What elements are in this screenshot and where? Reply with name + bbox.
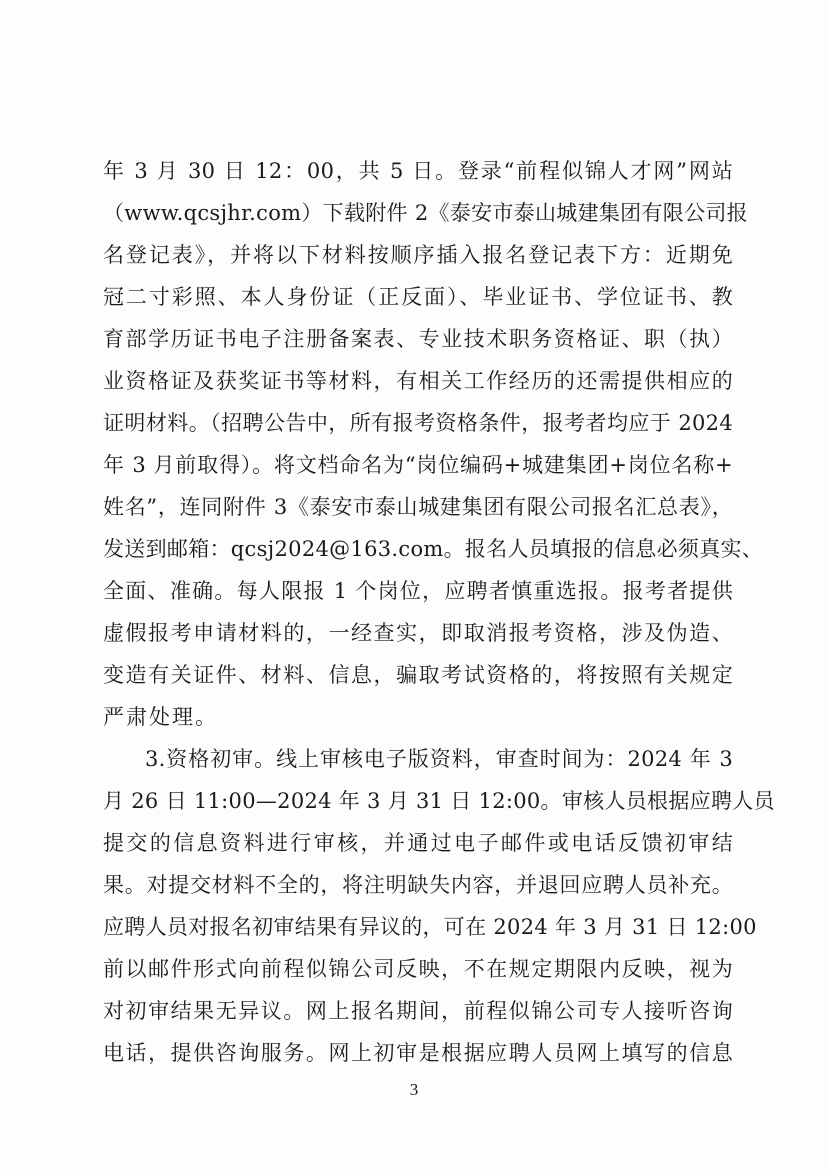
page-number: 3: [409, 1080, 419, 1099]
paragraph-registration: [103, 150, 764, 738]
text-line: 冠二寸彩照、本人身份证（正反面）、毕业证书、学位证书、教: [103, 285, 733, 309]
text-line: （www.qcsjhr.com）下载附件 2《泰安市泰山城建集团有限公司报: [103, 201, 748, 225]
text-line: 证明材料。（招聘公告中，所有报考资格条件，报考者均应于 2024: [103, 411, 733, 435]
text-line: 虚假报考申请材料的，一经查实，即取消报考资格，涉及伪造、: [103, 621, 733, 645]
text-line: 变造有关证件、材料、信息，骗取考试资格的，将按照有关规定: [103, 663, 733, 687]
text-line: 育部学历证书电子注册备案表、专业技术职务资格证、职（执）: [103, 327, 733, 351]
text-line: 名登记表》，并将以下材料按顺序插入报名登记表下方：近期免: [103, 243, 733, 267]
text-line: 姓名”，连同附件 3《泰安市泰山城建集团有限公司报名汇总表》，: [103, 495, 733, 519]
body-text: [103, 150, 775, 1074]
text-line: 年 3 月 30 日 12：00，共 5 日。登录“前程似锦人才网”网站: [103, 159, 733, 183]
section-heading-line: 3.资格初审。线上审核电子版资料，审查时间为：2024 年 3: [145, 747, 733, 771]
text-line: 前以邮件形式向前程似锦公司反映，不在规定期限内反映，视为: [103, 957, 733, 981]
text-line: 对初审结果无异议。网上报名期间，前程似锦公司专人接听咨询: [103, 999, 733, 1023]
text-line: 提交的信息资料进行审核，并通过电子邮件或电话反馈初审结: [103, 831, 733, 855]
text-line: 电话，提供咨询服务。网上初审是根据应聘人员网上填写的信息: [103, 1041, 733, 1065]
text-line: 发送到邮箱：qcsj2024@163.com。报名人员填报的信息必须真实、: [103, 537, 764, 561]
paragraph-preliminary-review: [103, 738, 775, 1074]
text-line: 年 3 月前取得）。将文档命名为“岗位编码+城建集团+岗位名称+: [103, 453, 733, 477]
text-line: 月 26 日 11:00—2024 年 3 月 31 日 12:00。审核人员根据应聘人员: [103, 789, 775, 813]
text-line: 业资格证及获奖证书等材料，有相关工作经历的还需提供相应的: [103, 369, 733, 393]
text-line: 严肃处理。: [103, 705, 218, 729]
text-line: 全面、准确。每人限报 1 个岗位，应聘者慎重选报。报考者提供: [103, 579, 733, 603]
text-line: 果。对提交材料不全的，将注明缺失内容，并退回应聘人员补充。: [103, 873, 733, 897]
text-line: 应聘人员对报名初审结果有异议的，可在 2024 年 3 月 31 日 12:00: [103, 915, 757, 939]
